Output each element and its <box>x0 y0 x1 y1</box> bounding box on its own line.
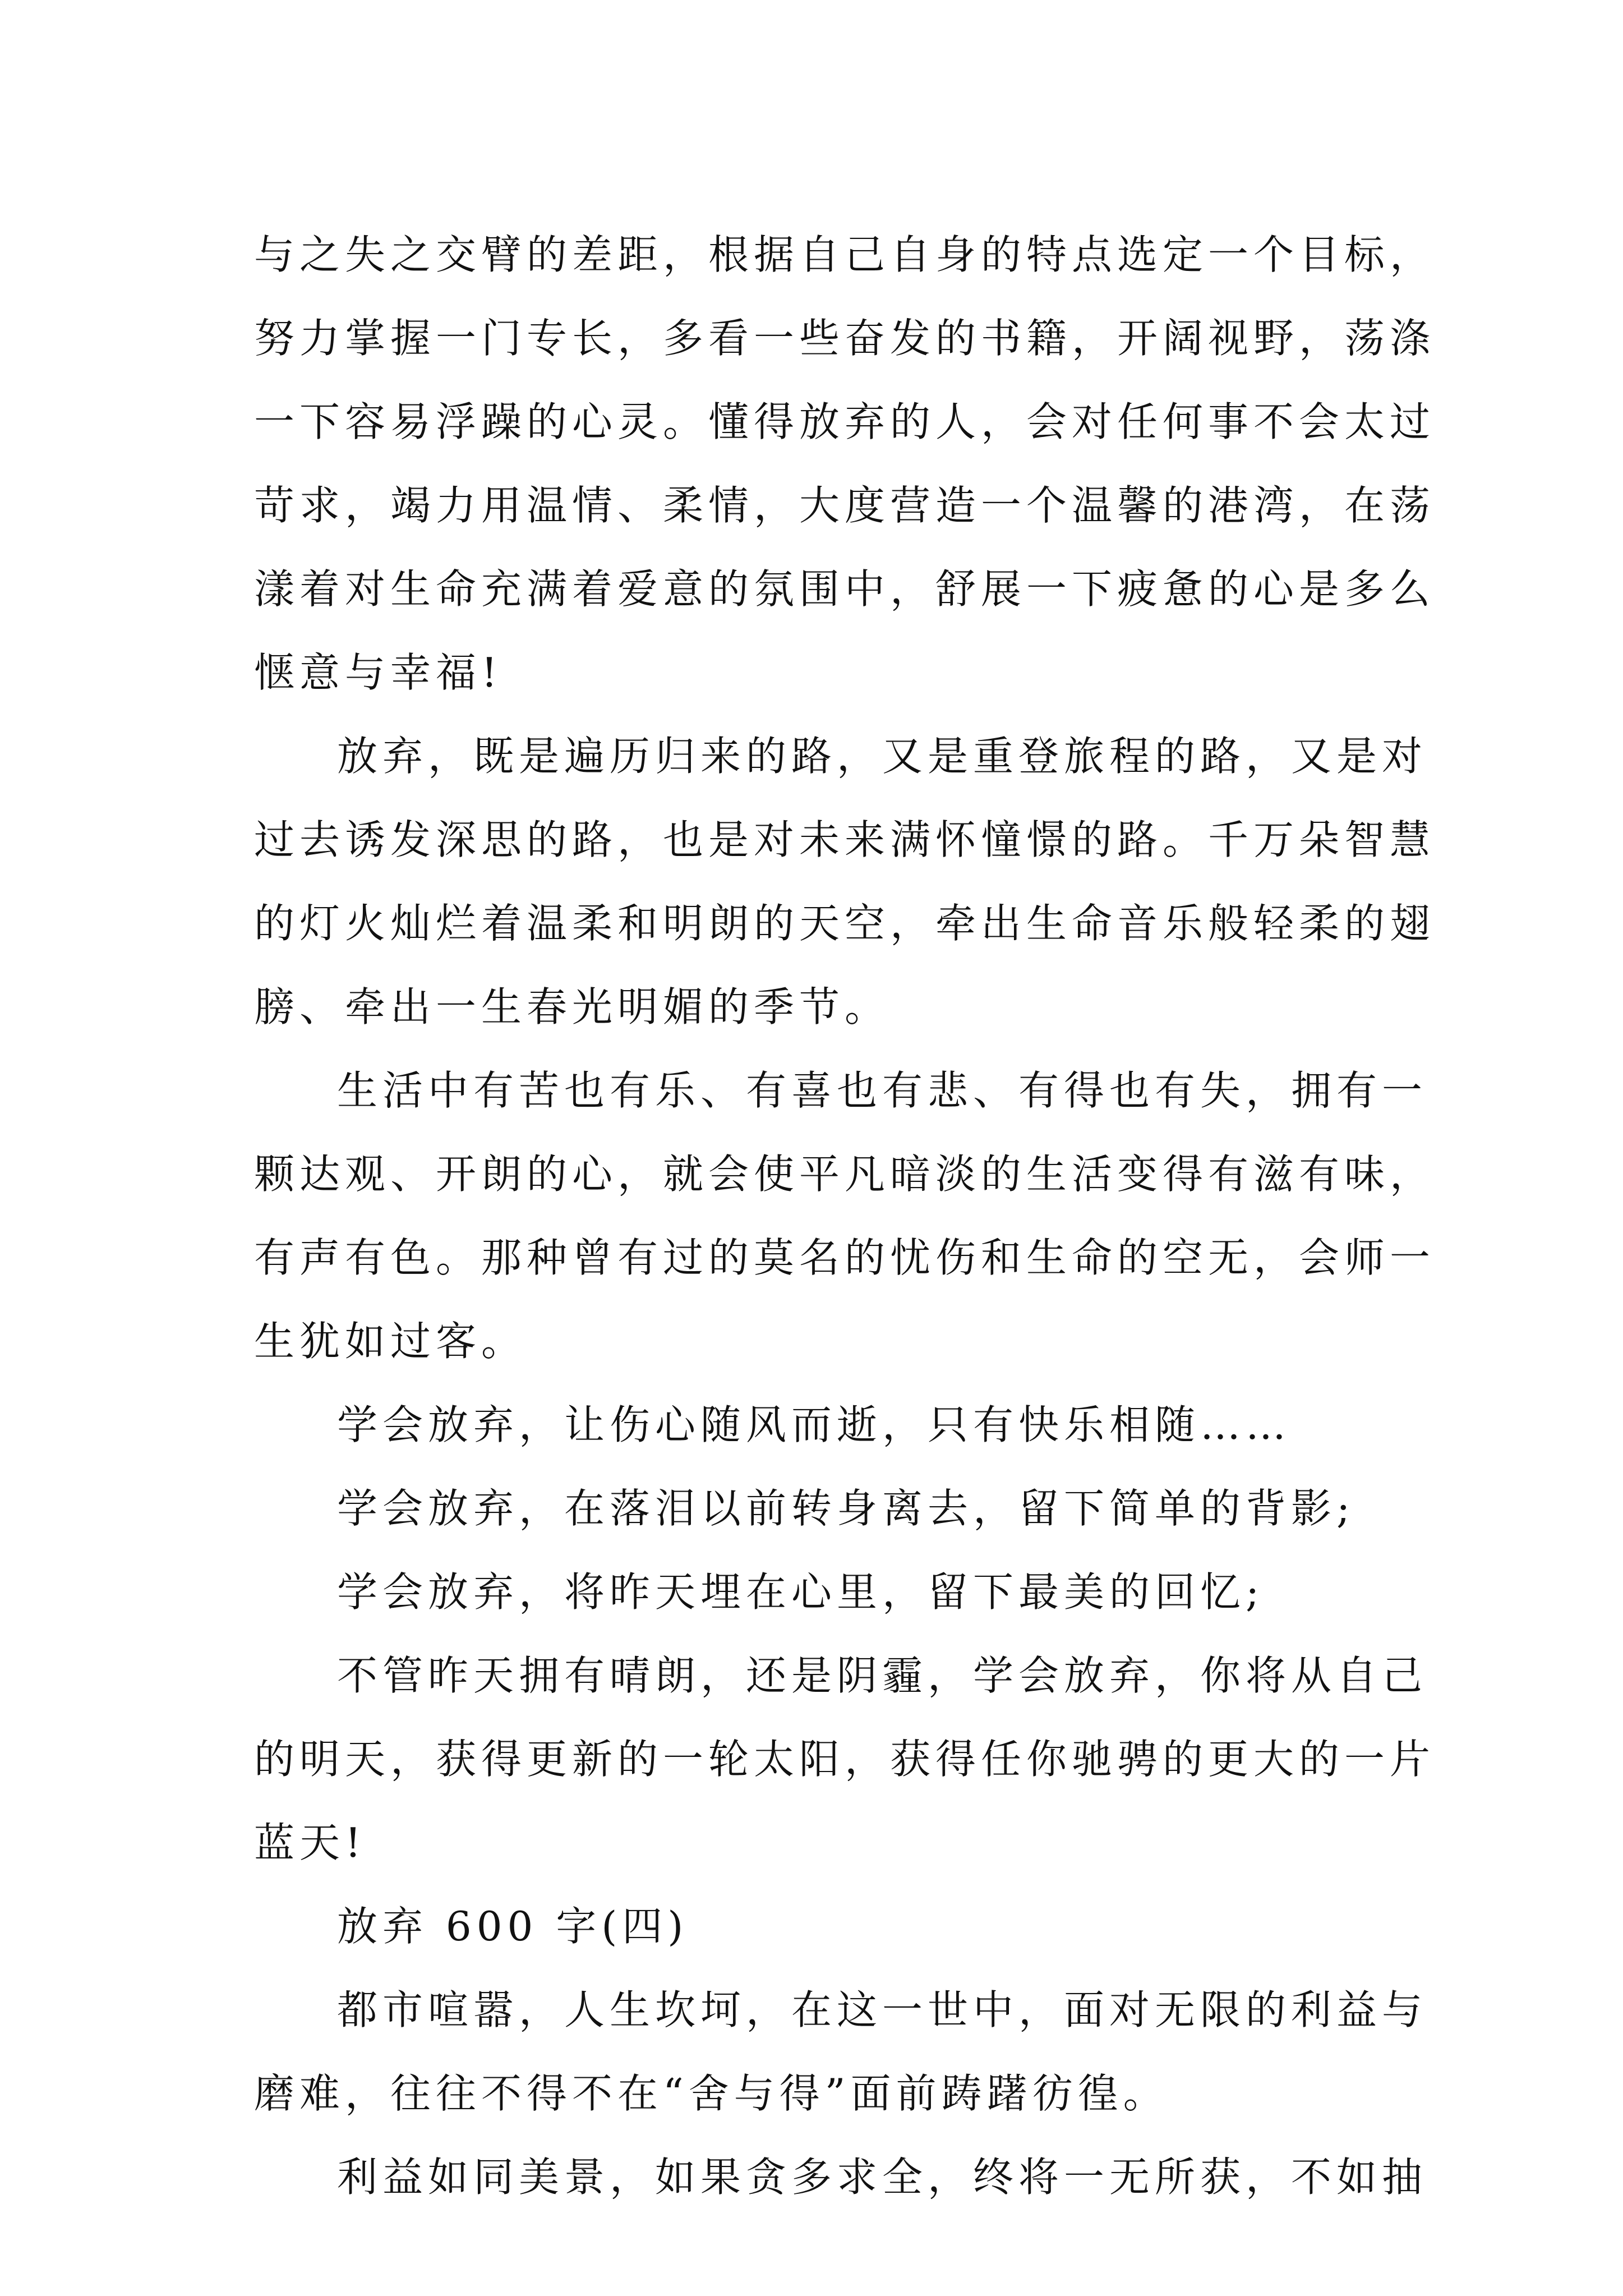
text-line: 学会放弃，在落泪以前转身离去，留下简单的背影; <box>337 1485 1355 1532</box>
text-line: 膀、牵出一生春光明媚的季节。 <box>254 983 891 1030</box>
text-line: 利益如同美景，如果贪多求全，终将一无所获，不如抽 <box>337 2154 1428 2201</box>
text-line: 一下容易浮躁的心灵。懂得放弃的人，会对任何事不会太过 <box>254 398 1436 445</box>
body-text <box>254 213 1436 2219</box>
text-line: 学会放弃，将昨天埋在心里，留下最美的回忆; <box>337 1568 1265 1616</box>
text-line: 的灯火灿烂着温柔和明朗的天空，牵出生命音乐般轻柔的翅 <box>254 900 1436 947</box>
text-line: 蓝天! <box>254 1819 366 1866</box>
text-line: 有声有色。那种曾有过的莫名的忧伤和生命的空无，会师一 <box>254 1234 1436 1281</box>
text-line: 努力掌握一门专长，多看一些奋发的书籍，开阔视野，荡涤 <box>254 315 1436 362</box>
text-line: 生犹如过客。 <box>254 1318 527 1365</box>
text-line: 与之失之交臂的差距，根据自己自身的特点选定一个目标， <box>254 231 1436 278</box>
text-line: 过去诱发深思的路，也是对未来满怀憧憬的路。千万朵智慧 <box>254 816 1436 863</box>
text-line: 苛求，竭力用温情、柔情，大度营造一个温馨的港湾，在荡 <box>254 482 1436 529</box>
text-line: 学会放弃，让伤心随风而逝，只有快乐相随…… <box>337 1401 1292 1448</box>
text-line: 漾着对生命充满着爱意的氛围中，舒展一下疲惫的心是多么 <box>254 565 1436 613</box>
text-line: 颗达观、开朗的心，就会使平凡暗淡的生活变得有滋有味， <box>254 1151 1436 1198</box>
text-line: 生活中有苦也有乐、有喜也有悲、有得也有失，拥有一 <box>337 1067 1428 1114</box>
text-line: 的明天，获得更新的一轮太阳，获得任你驰骋的更大的一片 <box>254 1736 1436 1783</box>
text-line: 不管昨天拥有晴朗，还是阴霾，学会放弃，你将从自己 <box>337 1652 1428 1699</box>
text-line: 惬意与幸福! <box>254 649 502 696</box>
text-line: 放弃 600 字(四) <box>337 1903 689 1950</box>
text-line: 都市喧嚣，人生坎坷，在这一世中，面对无限的利益与 <box>337 1986 1428 2033</box>
text-line: 放弃，既是遍历归来的路，又是重登旅程的路，又是对 <box>337 733 1428 780</box>
text-line: 磨难，往往不得不在“舍与得”面前踌躇彷徨。 <box>254 2070 1169 2117</box>
